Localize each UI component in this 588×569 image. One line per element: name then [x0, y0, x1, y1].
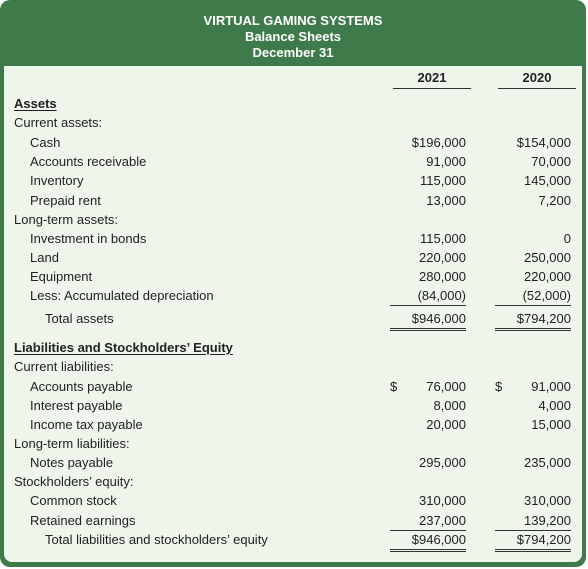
dollar-sign: $	[411, 311, 419, 326]
table-row	[4, 248, 582, 267]
amount-2021	[390, 267, 466, 286]
amount-value: 13,000	[426, 193, 466, 208]
row-label: Income tax payable	[30, 417, 143, 432]
amount-value: 91,000	[531, 379, 571, 394]
dollar-sign: $	[495, 379, 503, 394]
table-row	[4, 191, 582, 210]
table-row	[4, 434, 582, 453]
amount-value: 15,000	[531, 417, 571, 432]
row-label: Equipment	[30, 269, 93, 284]
row-label: Current assets:	[14, 115, 103, 130]
amount-2020	[495, 171, 571, 190]
amount-value: 280,000	[419, 269, 466, 284]
amount-value: (52,000)	[522, 288, 571, 303]
amount-value: 4,000	[538, 398, 571, 413]
row-label: Retained earnings	[30, 513, 136, 528]
amount-2021	[390, 171, 466, 190]
amount-2020	[495, 133, 571, 152]
column-header-2021: 2021	[417, 70, 447, 85]
table-row	[4, 491, 582, 510]
amount-value: 70,000	[531, 154, 571, 169]
amount-value: 8,000	[433, 398, 466, 413]
row-label: Liabilities and Stockholders’ Equity	[14, 340, 233, 355]
row-label: Inventory	[30, 173, 84, 188]
amount-value: 115,000	[419, 173, 466, 188]
row-label: Cash	[30, 135, 61, 150]
table-row	[4, 453, 582, 472]
amount-value: 946,000	[419, 311, 466, 326]
amount-2020	[495, 248, 571, 267]
amount-2020	[495, 267, 571, 286]
amount-value: 115,000	[419, 231, 466, 246]
amount-value: 154,000	[524, 135, 571, 150]
dollar-sign: $	[411, 532, 419, 547]
amount-2020	[495, 229, 571, 248]
amount-value: 310,000	[419, 493, 466, 508]
amount-2021	[390, 453, 466, 472]
table-row	[4, 210, 582, 229]
column-header-rule	[498, 88, 576, 89]
amount-value: 946,000	[419, 532, 466, 547]
row-label: Stockholders’ equity:	[14, 474, 134, 489]
amount-2021	[390, 511, 466, 531]
amount-2021	[390, 229, 466, 248]
amount-2020	[495, 152, 571, 171]
company-name: VIRTUAL GAMING SYSTEMS	[203, 13, 383, 28]
row-label: Total liabilities and stockholders’ equity	[45, 532, 268, 547]
table-row	[4, 152, 582, 171]
dollar-sign: $	[411, 135, 419, 150]
amount-2021	[390, 309, 466, 331]
dollar-sign: $	[516, 311, 524, 326]
table-row	[4, 229, 582, 248]
row-label: Long-term liabilities:	[14, 436, 130, 451]
amount-2021	[390, 377, 466, 396]
amount-value: (84,000)	[417, 288, 466, 303]
amount-2021	[390, 286, 466, 306]
row-label: Notes payable	[30, 455, 114, 470]
statement-header	[0, 0, 586, 64]
amount-value: 295,000	[419, 455, 466, 470]
table-row	[4, 171, 582, 190]
amount-2020	[495, 191, 571, 210]
table-row	[4, 357, 582, 376]
amount-2020	[495, 530, 571, 552]
amount-value: 91,000	[426, 154, 466, 169]
dollar-sign: $	[516, 532, 524, 547]
amount-value: 310,000	[524, 493, 571, 508]
table-row	[4, 309, 582, 328]
table-row	[4, 267, 582, 286]
dollar-sign: $	[390, 379, 398, 394]
row-label: Prepaid rent	[30, 193, 101, 208]
amount-2020	[495, 286, 571, 306]
amount-value: 7,200	[538, 193, 571, 208]
amount-value: 0	[563, 231, 571, 246]
row-label: Land	[30, 250, 59, 265]
amount-value: 76,000	[426, 379, 466, 394]
amount-2020	[495, 396, 571, 415]
amount-value: 235,000	[524, 455, 571, 470]
row-label: Long-term assets:	[14, 212, 119, 227]
amount-2020	[495, 491, 571, 510]
amount-value: 794,200	[524, 532, 571, 547]
table-row	[4, 133, 582, 152]
row-label: Accounts receivable	[30, 154, 147, 169]
table-row	[4, 286, 582, 305]
table-row	[4, 377, 582, 396]
amount-2020	[495, 511, 571, 531]
table-row	[4, 113, 582, 132]
amount-value: 220,000	[524, 269, 571, 284]
table-row	[4, 472, 582, 491]
table-row	[4, 530, 582, 549]
table-row	[4, 511, 582, 530]
row-label: Less: Accumulated depreciation	[30, 288, 214, 303]
row-label: Total assets	[45, 311, 114, 326]
amount-2020	[495, 377, 571, 396]
amount-2020	[495, 453, 571, 472]
statement-date: December 31	[252, 45, 334, 60]
amount-value: 196,000	[419, 135, 466, 150]
row-label: Assets	[14, 96, 57, 111]
amount-value: 20,000	[426, 417, 466, 432]
table-row	[4, 396, 582, 415]
row-label: Common stock	[30, 493, 117, 508]
amount-2021	[390, 415, 466, 434]
amount-2021	[390, 396, 466, 415]
dollar-sign: $	[516, 135, 524, 150]
amount-2020	[495, 309, 571, 331]
column-header-2020: 2020	[522, 70, 552, 85]
table-row	[4, 415, 582, 434]
row-label: Accounts payable	[30, 379, 133, 394]
amount-2021	[390, 530, 466, 552]
row-label: Investment in bonds	[30, 231, 147, 246]
table-row	[4, 94, 582, 113]
amount-2021	[390, 491, 466, 510]
amount-2021	[390, 248, 466, 267]
statement-title: Balance Sheets	[244, 29, 342, 44]
column-header-rule	[393, 88, 471, 89]
row-label: Current liabilities:	[14, 359, 114, 374]
amount-value: 237,000	[419, 513, 466, 528]
amount-2021	[390, 152, 466, 171]
amount-value: 250,000	[524, 250, 571, 265]
amount-2021	[390, 191, 466, 210]
amount-2021	[390, 133, 466, 152]
amount-value: 220,000	[419, 250, 466, 265]
amount-value: 145,000	[524, 173, 571, 188]
row-label: Interest payable	[30, 398, 123, 413]
amount-2020	[495, 415, 571, 434]
statement-body	[4, 66, 582, 562]
table-row	[4, 338, 582, 357]
amount-value: 139,200	[524, 513, 571, 528]
amount-value: 794,200	[524, 311, 571, 326]
